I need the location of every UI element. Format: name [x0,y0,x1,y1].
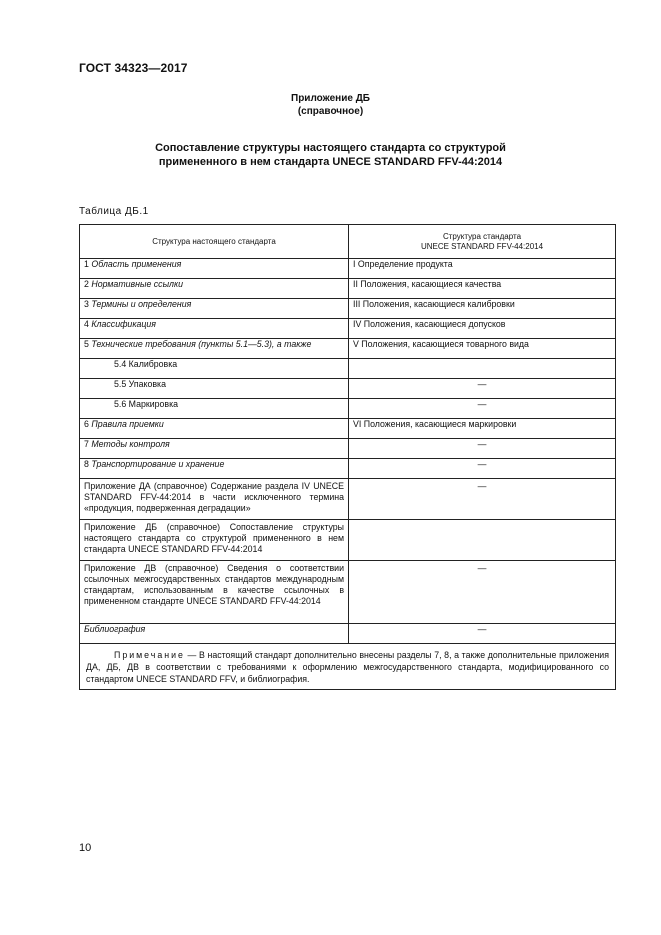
row-right-cell: — [349,479,616,520]
table-note-row [80,644,616,690]
header-col2-line2: UNECE STANDARD FFV-44:2014 [420,241,544,251]
row-right-cell: IV Положения, касающиеся допусков [349,319,616,339]
row-right-cell: II Положения, касающиеся качества [349,279,616,299]
row-right-cell: V Положения, касающиеся товарного вида [349,339,616,359]
section-title: Технические требования (пункты 5.1—5.3), а также [91,339,312,349]
document-title [0,141,661,169]
row-left-cell [80,459,349,479]
row-right-cell [349,359,616,379]
table-row [80,379,616,399]
section-number: 2 [84,279,89,289]
section-title: Транспортирование и хранение [91,459,225,469]
row-right-cell: — [349,624,616,644]
standard-code: ГОСТ 34323—2017 [79,61,188,75]
section-number: 5 [84,339,89,349]
header-col-unece-standard [349,225,616,259]
section-number: 6 [84,419,89,429]
table-row [80,439,616,459]
section-title: Правила приемки [91,419,164,429]
table-row [80,520,616,561]
row-left-cell: 5.4 Калибровка [80,359,349,379]
table-row [80,299,616,319]
table-row [80,399,616,419]
row-left-cell [80,299,349,319]
row-left-cell: Приложение ДБ (справочное) Сопоставление структуры настоящего стандарта со структурой примененного в нем стандарта UNECE STANDARD FFV-44:2014 [80,520,349,561]
row-left-cell: Приложение ДА (справочное) Содержание раздела IV UNECE STANDARD FFV-44:2014 в части исключенного термина «продукция, подверженная деградации» [80,479,349,520]
table-row [80,339,616,359]
section-number: 3 [84,299,89,309]
row-left-cell [80,339,349,359]
row-right-cell [349,520,616,561]
section-number: 1 [84,259,89,269]
row-right-cell: I Определение продукта [349,259,616,279]
section-title: Нормативные ссылки [91,279,184,289]
table-row [80,259,616,279]
table-row [80,319,616,339]
row-right-cell: — [349,459,616,479]
section-title: Библиография [84,624,146,634]
appendix-subtitle: (справочное) [297,106,364,117]
page-number: 10 [79,842,92,854]
table-row [80,459,616,479]
section-title: Термины и определения [91,299,192,309]
row-left-cell [80,259,349,279]
row-left-cell [80,624,349,644]
table-row [80,359,616,379]
row-right-cell: III Положения, касающиеся калибровки [349,299,616,319]
row-right-cell: — [349,561,616,624]
header-col-current-standard: Структура настоящего стандарта [80,225,349,259]
section-number: 7 [84,439,89,449]
note-text: — В настоящий стандарт дополнительно внесены разделы 7, 8, а также дополнительные приложения ДА, ДБ, ДВ в соответствии с требованиями к оформлению межгосударственного стандарта, модифицированного со стандартом UNECE STANDARD FFV, и библиография. [86,650,609,684]
row-left-cell: Приложение ДВ (справочное) Сведения о соответствии ссылочных межгосударственных стандартов международным стандартам, использованным в качестве ссылочных в примененном стандарте UNECE STANDARD FFV-44:2014 [80,561,349,624]
structure-comparison-table [79,224,616,690]
section-number: 4 [84,319,89,329]
row-left-cell: 5.5 Упаковка [80,379,349,399]
table-header-row [80,225,616,259]
appendix-heading [0,92,661,118]
note-label: Примечание [114,650,185,660]
table-row [80,624,616,644]
row-right-cell: — [349,399,616,419]
table-row [80,279,616,299]
section-number: 8 [84,459,89,469]
table-note [80,644,616,690]
row-right-cell: — [349,379,616,399]
section-title: Методы контроля [91,439,170,449]
section-title: Классификация [91,319,156,329]
row-left-cell [80,319,349,339]
table-row [80,561,616,624]
row-left-cell [80,279,349,299]
table-caption: Таблица ДБ.1 [79,206,149,217]
document-title-line2: примененного в нем стандарта UNECE STANDARD FFV-44:2014 [158,156,503,168]
table-row [80,479,616,520]
row-right-cell: VI Положения, касающиеся маркировки [349,419,616,439]
header-col2-line1: Структура стандарта [442,231,522,241]
document-title-line1: Сопоставление структуры настоящего стандарта со структурой [155,142,506,154]
row-left-cell [80,419,349,439]
table-row [80,419,616,439]
appendix-title: Приложение ДБ [291,93,370,104]
row-right-cell: — [349,439,616,459]
row-left-cell [80,439,349,459]
section-title: Область применения [91,259,182,269]
row-left-cell: 5.6 Маркировка [80,399,349,419]
